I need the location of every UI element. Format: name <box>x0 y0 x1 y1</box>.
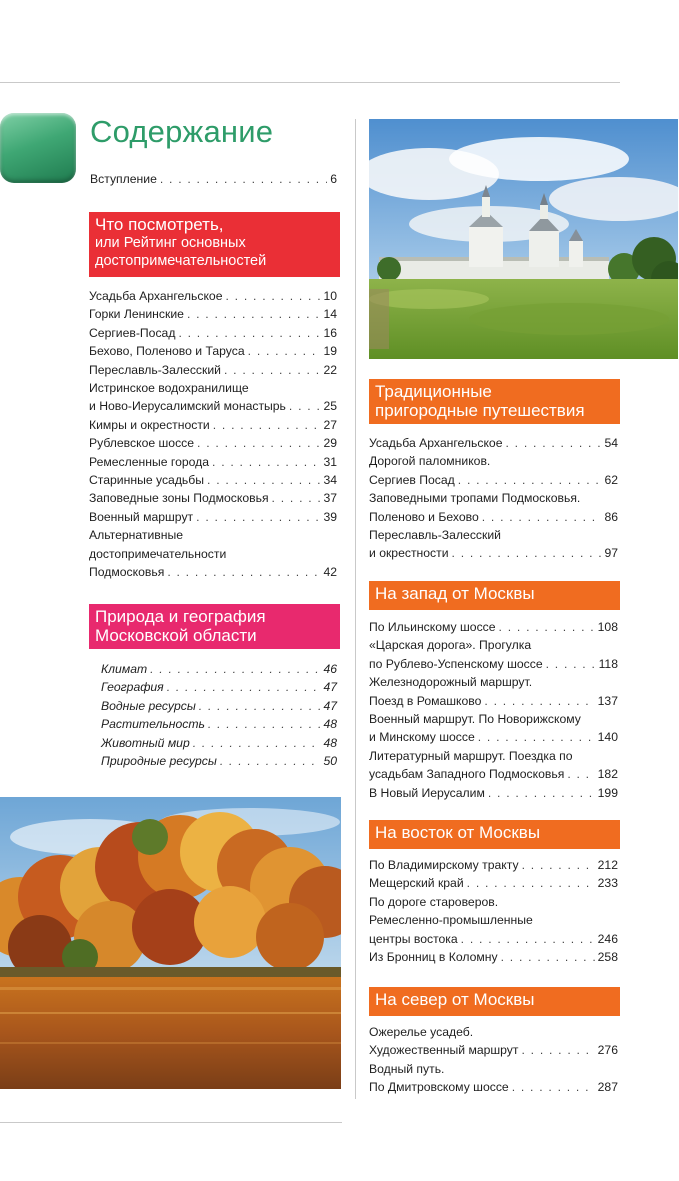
toc-entry[interactable] <box>369 856 618 874</box>
entry-title: Ремесленные города <box>89 454 210 469</box>
leader-dots <box>178 324 320 342</box>
entry-row <box>89 434 337 452</box>
leader-dots <box>207 471 320 489</box>
section-header-line: достопримечательностей <box>95 253 267 269</box>
section-header-north <box>369 987 620 1016</box>
entry-title-line: Альтернативные <box>89 528 184 543</box>
entry-title: и окрестности <box>369 546 449 561</box>
entry-title-line: Военный маршрут. По Новорижскому <box>369 712 581 727</box>
entry-page: 258 <box>597 950 618 965</box>
toc-entry[interactable] <box>89 489 337 507</box>
toc-entry[interactable] <box>369 673 618 710</box>
entry-page: 14 <box>323 307 337 322</box>
toc-entry[interactable] <box>369 784 618 802</box>
toc-list-east <box>369 856 618 966</box>
entry-row <box>89 489 337 507</box>
entry-row <box>369 544 618 562</box>
entry-title: Художественный маршрут <box>369 1043 519 1058</box>
entry-title-line: достопримечательности <box>89 546 227 561</box>
entry-title-line: Заповедными тропами Подмосковья. <box>369 491 581 506</box>
section-header-line: или Рейтинг основных <box>95 235 246 251</box>
top-rule <box>0 82 620 83</box>
toc-entry[interactable] <box>101 734 337 752</box>
toc-entry[interactable] <box>89 379 337 416</box>
entry-row <box>369 874 618 892</box>
entry-row <box>89 324 337 342</box>
leader-dots <box>512 1078 595 1096</box>
leader-dots <box>226 287 321 305</box>
entry-row <box>101 734 337 752</box>
toc-entry[interactable] <box>369 1023 618 1060</box>
leader-dots <box>478 728 595 746</box>
entry-row <box>89 416 337 434</box>
entry-page: 29 <box>323 436 337 451</box>
entry-title-line: По дороге староверов. <box>369 894 499 909</box>
leader-dots <box>167 563 320 581</box>
section-header-line: Традиционные <box>375 382 492 401</box>
section-header-line: Московской области <box>95 626 257 645</box>
entry-page: 182 <box>597 767 618 782</box>
column-divider <box>355 119 356 1099</box>
toc-entry[interactable] <box>89 361 337 379</box>
entry-page: 34 <box>323 473 337 488</box>
entry-row <box>101 678 337 696</box>
entry-title: Кимры и окрестности <box>89 417 210 432</box>
leader-dots <box>458 471 602 489</box>
toc-entry[interactable] <box>101 678 337 696</box>
toc-list-north <box>369 1023 618 1097</box>
entry-row <box>369 434 618 452</box>
entry-page: 287 <box>597 1080 618 1095</box>
toc-entry[interactable] <box>369 948 618 966</box>
entry-title: Сергиев-Посад <box>89 325 176 340</box>
entry-row <box>101 715 337 733</box>
toc-intro <box>90 170 337 188</box>
toc-list-traditional <box>369 434 618 563</box>
entry-page: 54 <box>604 436 618 450</box>
leader-dots <box>499 618 595 636</box>
leader-dots <box>220 752 321 770</box>
leader-dots <box>213 416 321 434</box>
page-title: Содержание <box>90 114 274 149</box>
toc-entry[interactable] <box>89 453 337 471</box>
leader-dots <box>461 930 595 948</box>
leader-dots <box>521 1041 594 1059</box>
toc-entry[interactable] <box>89 324 337 342</box>
entry-row <box>89 471 337 489</box>
entry-title: центры востока <box>369 931 458 946</box>
entry-page: 46 <box>323 662 337 676</box>
leader-dots <box>452 544 602 562</box>
entry-title: и Ново-Иерусалимский монастырь <box>89 399 286 414</box>
entry-page: 27 <box>323 417 337 432</box>
toc-entry[interactable] <box>369 710 618 747</box>
section-header-traditional <box>369 379 620 424</box>
entry-row <box>369 765 618 783</box>
toc-entry[interactable] <box>101 697 337 715</box>
entry-row <box>89 305 337 323</box>
leader-dots <box>160 170 327 188</box>
toc-entry[interactable] <box>89 305 337 323</box>
leader-dots <box>193 734 321 752</box>
leader-dots <box>196 508 320 526</box>
entry-title: По Ильинскому шоссе <box>369 620 496 634</box>
toc-entry[interactable] <box>89 416 337 434</box>
toc-list-nature <box>101 660 337 770</box>
entry-title: Сергиев Посад <box>369 472 455 487</box>
leader-dots <box>224 361 320 379</box>
entry-title: Поленово и Бехово <box>369 509 479 524</box>
toc-entry[interactable] <box>369 526 618 563</box>
entry-row <box>369 508 618 526</box>
bottom-rule <box>0 1122 342 1123</box>
entry-page: 199 <box>597 785 618 800</box>
leader-dots <box>482 508 602 526</box>
entry-title-line: Ожерелье усадеб. <box>369 1025 474 1039</box>
leader-dots <box>506 434 602 452</box>
entry-page: 31 <box>323 454 337 469</box>
entry-title: Военный маршрут <box>89 509 194 524</box>
entry-row <box>101 660 337 678</box>
entry-row <box>89 397 337 415</box>
leader-dots <box>501 948 595 966</box>
entry-page: 48 <box>323 735 337 750</box>
toc-entry[interactable] <box>101 660 337 678</box>
entry-row <box>369 1078 618 1096</box>
entry-title-line: Дорогой паломников. <box>369 454 491 469</box>
toc-entry[interactable] <box>369 489 618 526</box>
entry-page: 25 <box>323 399 337 414</box>
entry-title: Старинные усадьбы <box>89 473 205 488</box>
entry-title-line: «Царская дорога». Прогулка <box>369 638 532 653</box>
entry-page: 86 <box>604 509 618 524</box>
entry-page: 39 <box>323 509 337 524</box>
toc-entry[interactable] <box>101 752 337 770</box>
entry-row <box>369 655 618 673</box>
entry-page: 37 <box>323 491 337 506</box>
leader-dots <box>289 397 321 415</box>
entry-page: 47 <box>323 698 337 713</box>
entry-title: усадьбам Западного Подмосковья <box>369 767 565 782</box>
entry-row <box>89 453 337 471</box>
entry-page: 140 <box>597 730 618 745</box>
entry-title: и Минскому шоссе <box>369 730 475 745</box>
entry-row <box>89 508 337 526</box>
leader-dots <box>208 715 321 733</box>
toc-entry[interactable] <box>89 526 337 581</box>
entry-page: 22 <box>323 362 337 377</box>
entry-title: по Рублево-Успенскому шоссе <box>369 656 543 671</box>
section-header-line: пригородные путешествия <box>375 401 585 420</box>
leader-dots <box>522 856 595 874</box>
toc-entry[interactable] <box>369 874 618 892</box>
entry-page: 10 <box>323 289 337 303</box>
entry-page: 276 <box>597 1043 618 1058</box>
entry-row <box>369 471 618 489</box>
section-header-line: Что посмотреть, <box>95 215 224 234</box>
toc-entry[interactable] <box>369 434 618 452</box>
toc-entry[interactable] <box>369 618 618 636</box>
entry-row <box>89 287 337 305</box>
entry-title-line: Переславль-Залесский <box>369 528 501 543</box>
toc-entry[interactable] <box>369 1060 618 1097</box>
section-header-line: На запад от Москвы <box>375 584 535 603</box>
entry-title: Водные ресурсы <box>101 698 196 713</box>
entry-title: В Новый Иерусалим <box>369 785 485 800</box>
leader-dots <box>199 697 321 715</box>
entry-title: Подмосковья <box>89 565 165 580</box>
entry-row <box>369 692 618 710</box>
entry-row <box>369 1041 618 1059</box>
entry-title-line: Железнодорожный маршрут. <box>369 675 533 690</box>
entry-page: 47 <box>323 680 337 695</box>
leader-dots <box>212 453 320 471</box>
entry-title-line: Литературный маршрут. Поездка по <box>369 748 573 763</box>
entry-title: Природные ресурсы <box>101 754 217 769</box>
autumn-forest-lake-photo <box>0 797 341 1089</box>
toc-entry[interactable] <box>369 452 618 489</box>
entry-title: По Дмитровскому шоссе <box>369 1080 509 1095</box>
entry-page: 19 <box>323 344 337 359</box>
toc-entry[interactable] <box>89 287 337 305</box>
entry-title: Рублевское шоссе <box>89 436 195 451</box>
entry-page: 97 <box>604 546 618 561</box>
section-header-nature <box>89 604 340 649</box>
toc-entry[interactable] <box>369 893 618 948</box>
leader-dots <box>484 692 594 710</box>
monastery-photo <box>369 119 678 359</box>
toc-entry[interactable] <box>89 434 337 452</box>
entry-row <box>369 930 618 948</box>
toc-entry[interactable] <box>101 715 337 733</box>
leader-dots <box>546 655 596 673</box>
leader-dots <box>567 765 594 783</box>
entry-title: Климат <box>101 662 148 676</box>
entry-title-line: Ремесленно-промышленные <box>369 913 533 928</box>
entry-row <box>89 342 337 360</box>
section-header-line: На север от Москвы <box>375 990 535 1009</box>
entry-row <box>89 361 337 379</box>
entry-row <box>369 728 618 746</box>
entry-title: Мещерский край <box>369 876 464 891</box>
entry-row <box>101 752 337 770</box>
entry-page: 50 <box>323 754 337 769</box>
entry-title: Вступление <box>90 172 157 186</box>
section-header-west <box>369 581 620 610</box>
entry-page: 16 <box>323 325 337 340</box>
leader-dots <box>272 489 321 507</box>
entry-title: Из Бронниц в Коломну <box>369 950 498 965</box>
entry-title: Животный мир <box>101 735 190 750</box>
chapter-tab-icon <box>0 113 76 183</box>
entry-title: Горки Ленинские <box>89 307 184 322</box>
entry-row <box>101 697 337 715</box>
entry-row <box>369 784 618 802</box>
entry-page: 118 <box>598 656 618 671</box>
entry-page: 42 <box>323 565 337 580</box>
toc-entry[interactable] <box>369 747 618 784</box>
section-header-sights <box>89 212 340 277</box>
entry-title: Бехово, Поленово и Таруса <box>89 344 245 359</box>
toc-list-west <box>369 618 618 802</box>
entry-page: 212 <box>597 858 618 872</box>
entry-title: Поезд в Ромашково <box>369 693 482 708</box>
entry-page: 137 <box>597 693 618 708</box>
entry-title: Усадьба Архангельское <box>369 436 503 450</box>
entry-title-line: Водный путь. <box>369 1061 445 1076</box>
entry-row <box>369 856 618 874</box>
section-header-line: Природа и география <box>95 607 266 626</box>
section-header-east <box>369 820 620 849</box>
toc-entry[interactable] <box>89 471 337 489</box>
entry-title: Заповедные зоны Подмосковья <box>89 491 269 506</box>
leader-dots <box>467 874 595 892</box>
leader-dots <box>187 305 321 323</box>
entry-title: Растительность <box>101 717 205 732</box>
entry-title: Переславль-Залесский <box>89 362 221 377</box>
toc-entry[interactable] <box>369 636 618 673</box>
leader-dots <box>248 342 321 360</box>
entry-page: 62 <box>604 472 618 487</box>
entry-row <box>369 948 618 966</box>
entry-row <box>89 563 337 581</box>
leader-dots <box>197 434 320 452</box>
entry-title: География <box>101 680 164 695</box>
leader-dots <box>488 784 595 802</box>
entry-title-line: Истринское водохранилище <box>89 381 249 396</box>
section-header-line: На восток от Москвы <box>375 823 541 842</box>
toc-entry[interactable] <box>89 342 337 360</box>
entry-page: 233 <box>597 876 618 891</box>
entry-title: Усадьба Архангельское <box>89 289 223 303</box>
leader-dots <box>150 660 320 678</box>
entry-page: 246 <box>597 931 618 946</box>
entry-title: По Владимирскому тракту <box>369 858 519 872</box>
entry-row <box>369 618 618 636</box>
leader-dots <box>167 678 321 696</box>
entry-page: 48 <box>323 717 337 732</box>
entry-page: 6 <box>330 172 337 186</box>
toc-entry[interactable] <box>90 170 337 188</box>
toc-list-sights <box>89 287 337 582</box>
entry-page: 108 <box>597 620 618 634</box>
toc-entry[interactable] <box>89 508 337 526</box>
